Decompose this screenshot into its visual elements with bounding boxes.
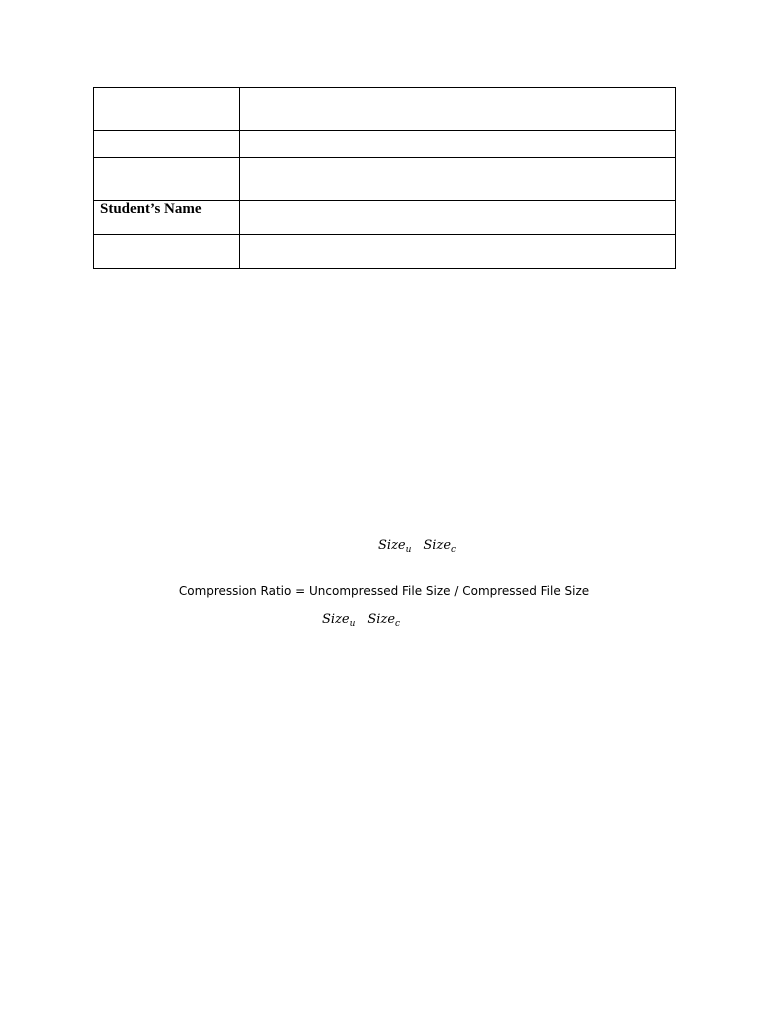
student-name-label: Student’s Name xyxy=(100,201,202,217)
row-value-cell xyxy=(240,88,676,131)
equation-term-compressed: Size$_c$ xyxy=(367,612,401,629)
table-row xyxy=(94,201,676,235)
row-value-cell xyxy=(240,131,676,158)
row-value-cell xyxy=(240,158,676,201)
student-info-table xyxy=(93,87,676,269)
student-name-value-cell xyxy=(240,201,676,235)
equation-bottom xyxy=(322,612,400,629)
table-row xyxy=(94,131,676,158)
table-row xyxy=(94,158,676,201)
equation-term-compressed: Size$_c$ xyxy=(423,538,457,555)
equation-term-uncompressed: Size$_u$ xyxy=(378,538,412,555)
row-label-cell xyxy=(94,158,240,201)
row-label-cell xyxy=(94,88,240,131)
row-label-cell xyxy=(94,131,240,158)
table-row xyxy=(94,235,676,269)
row-value-cell xyxy=(240,235,676,269)
table-row xyxy=(94,88,676,131)
compression-ratio-formula: Compression Ratio = Uncompressed File Size / Compressed File Size xyxy=(178,584,590,598)
student-name-label-cell xyxy=(94,201,240,235)
equation-top xyxy=(378,538,456,555)
row-label-cell xyxy=(94,235,240,269)
equation-term-uncompressed: Size$_u$ xyxy=(322,612,356,629)
